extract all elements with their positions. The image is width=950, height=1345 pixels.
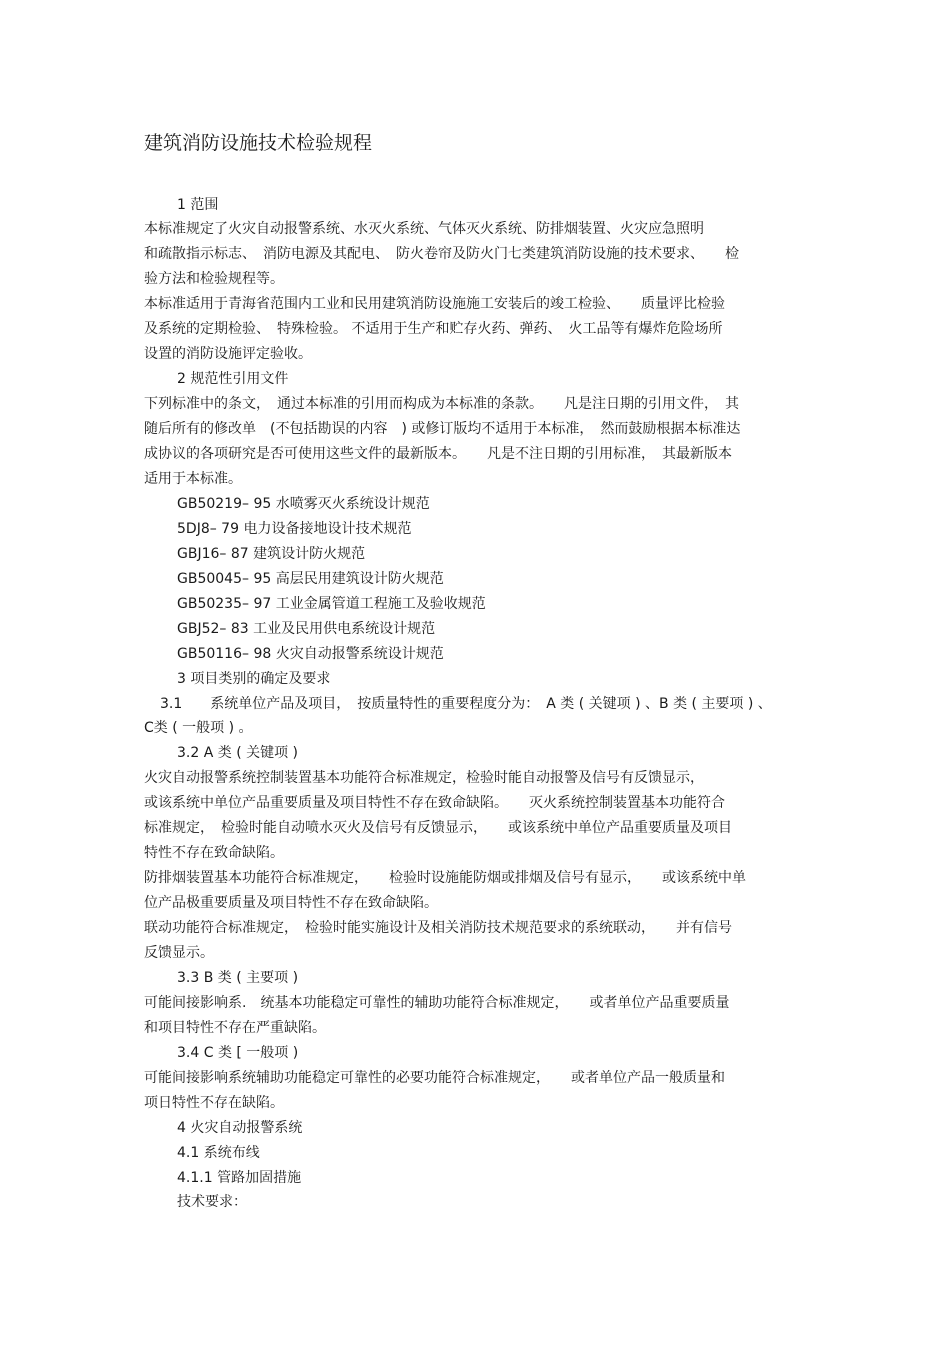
paragraph-line: 可能间接影响系. 统基本功能稳定可靠性的辅助功能符合标准规定， 或者单位产品重要质量 xyxy=(144,995,730,1011)
paragraph-line: 可能间接影响系统辅助功能稳定可靠性的必要功能符合标准规定， 或者单位产品一般质量和 xyxy=(144,1070,725,1086)
paragraph-line: 位产品极重要质量及项目特性不存在致命缺陷。 xyxy=(144,895,438,911)
reference-standard-line: GB50235– 97 工业金属管道工程施工及验收规范 xyxy=(177,596,486,612)
reference-standard-line: GBJ52– 83 工业及民用供电系统设计规范 xyxy=(177,621,436,637)
paragraph-line: 下列标准中的条文， 通过本标准的引用而构成为本标准的条款。 凡是注日期的引用文件， 其 xyxy=(144,396,739,412)
document-title: 建筑消防设施技术检验规程 xyxy=(144,132,373,154)
reference-standard-line: GB50116– 98 火灾自动报警系统设计规范 xyxy=(177,646,444,662)
paragraph-line: 适用于本标准。 xyxy=(144,471,242,487)
paragraph-line: 或该系统中单位产品重要质量及项目特性不存在致命缺陷。 灭火系统控制装置基本功能符合 xyxy=(144,795,725,811)
subsection-heading: 3.2 A 类 ( 关键项 ) xyxy=(177,745,299,761)
reference-standard-line: 5DJ8– 79 电力设备接地设计技术规范 xyxy=(177,521,412,537)
paragraph-line: 和项目特性不存在严重缺陷。 xyxy=(144,1020,326,1036)
section-heading: 4 火灾自动报警系统 xyxy=(177,1120,303,1136)
paragraph-line: 标准规定， 检验时能自动喷水灭火及信号有反馈显示， 或该系统中单位产品重要质量及项目 xyxy=(144,820,732,836)
paragraph-line: 防排烟装置基本功能符合标准规定， 检验时设施能防烟或排烟及信号有显示， 或该系统中单 xyxy=(144,870,746,886)
paragraph-line: 联动功能符合标准规定， 检验时能实施设计及相关消防技术规范要求的系统联动， 并有信号 xyxy=(144,920,732,936)
paragraph-line: 设置的消防设施评定验收。 xyxy=(144,346,312,362)
reference-standard-line: GB50045– 95 高层民用建筑设计防火规范 xyxy=(177,571,444,587)
paragraph-line: 及系统的定期检验、 特殊检验。 不适用于生产和贮存火药、弹药、 火工品等有爆炸危险场所 xyxy=(144,321,723,337)
section-heading: 2 规范性引用文件 xyxy=(177,371,289,387)
paragraph-line: C类 ( 一般项 ) 。 xyxy=(144,720,253,736)
reference-standard-line: GB50219– 95 水喷雾灭火系统设计规范 xyxy=(177,496,430,512)
paragraph-line: 特性不存在致命缺陷。 xyxy=(144,845,284,861)
paragraph-line: 项日特性不存在缺陷。 xyxy=(144,1095,284,1111)
subsection-heading: 4.1.1 管路加固措施 xyxy=(177,1170,302,1186)
subsection-heading: 3.3 B 类 ( 主要项 ) xyxy=(177,970,299,986)
paragraph-line: 反馈显示。 xyxy=(144,945,214,961)
paragraph-line: 火灾自动报警系统控制装置基本功能符合标准规定，检验时能自动报警及信号有反馈显示， xyxy=(144,770,704,786)
subsection-heading: 4.1 系统布线 xyxy=(177,1145,260,1161)
paragraph-line: 本标准适用于青海省范围内工业和民用建筑消防设施施工安装后的竣工检验、 质量评比检验 xyxy=(144,296,725,312)
paragraph-line: 本标准规定了火灾自动报警系统、水灭火系统、气体灭火系统、防排烟装置、火灾应急照明 xyxy=(144,221,704,237)
section-heading: 3 项目类别的确定及要求 xyxy=(177,671,331,687)
subsection-heading: 3.4 C 类 [ 一般项 ) xyxy=(177,1045,299,1061)
paragraph-line: 和疏散指示标志、 消防电源及其配电、 防火卷帘及防火门七类建筑消防设施的技术要求、 检 xyxy=(144,246,739,262)
reference-standard-line: GBJ16– 87 建筑设计防火规范 xyxy=(177,546,366,562)
paragraph-line: 3.1 系统单位产品及项目， 按质量特性的重要程度分为： A 类 ( 关键项 ) 、B 类 ( 主要项 ) 、 xyxy=(160,696,772,712)
paragraph-line: 验方法和检验规程等。 xyxy=(144,271,284,287)
paragraph-line: 随后所有的修改单 (不包括勘误的内容 ) 或修订版均不适用于本标准， 然而鼓励根据本标准达 xyxy=(144,421,741,437)
paragraph-line: 技术要求： xyxy=(177,1194,247,1210)
section-heading: 1 范围 xyxy=(177,197,219,213)
paragraph-line: 成协议的各项研究是否可使用这些文件的最新版本。 凡是不注日期的引用标准， 其最新版本 xyxy=(144,446,732,462)
